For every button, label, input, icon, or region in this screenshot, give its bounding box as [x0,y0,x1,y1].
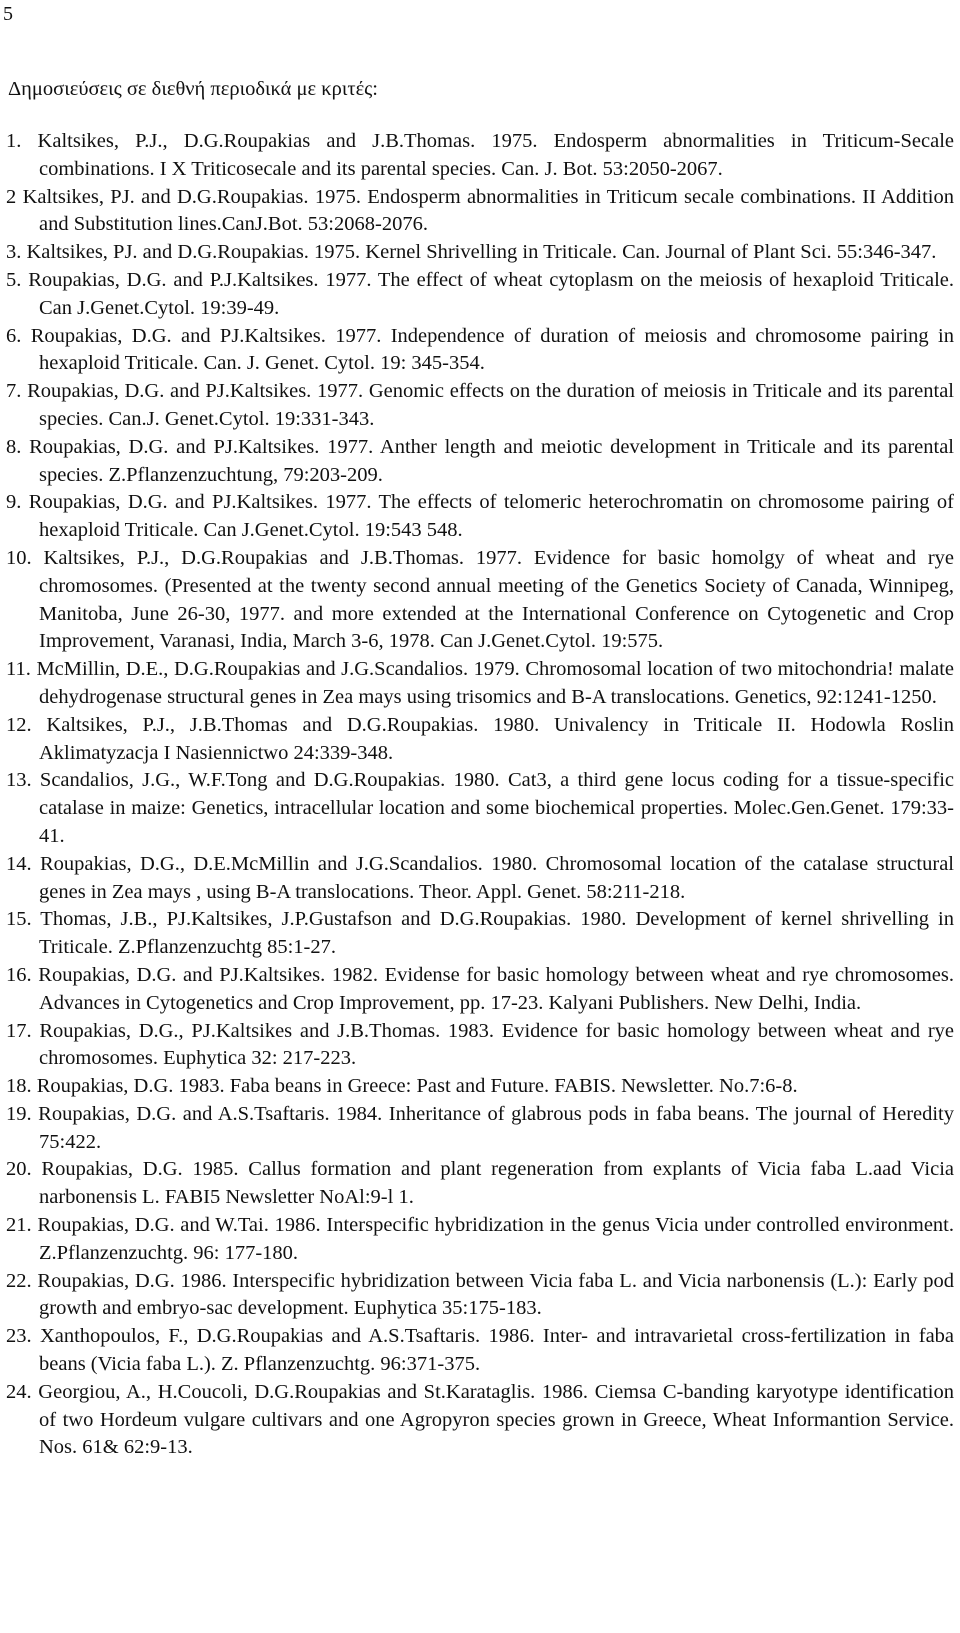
publication-number: 1. [6,130,22,152]
publication-number: 24. [6,1380,32,1403]
publication-citation: Roupakias, D.G. and PJ.Kaltsikes. 1977. Genomic effects on the duration of meiosis in Triticale and its parental species. Can.J. Genet.Cytol. 19:331-343. [27,380,954,430]
publication-item [6,434,954,490]
publication-citation: Roupakias, D.G. and PJ.Kaltsikes. 1977. The effects of telomeric heterochromatin on chromosome pairing of hexaploid Triticale. Can J.Genet.Cytol. 19:543 548. [28,491,955,542]
publication-number: 18. [6,1075,32,1098]
publication-citation: Roupakias, D.G. and PJ.Kaltsikes. 1977. Independence of duration of meiosis and chromosome pairing in hexaploid Triticale. Can. J. Genet. Cytol. 19: 345-354. [30,324,954,375]
publication-item [6,1101,954,1157]
publication-number: 10. [6,546,32,569]
publication-citation: McMillin, D.E., D.G.Roupakias and J.G.Scandalios. 1979. Chromosomal location of two mitochondria! malate dehydrogenase structural genes in Zea mays using trisomics and B-A translocations. Genetics, 92:1241-1250. [36,658,955,708]
publication-citation: Roupakias, D.G. and PJ.Kaltsikes. 1982. Evidense for basic homology between wheat and rye chromosomes. Advances in Cytogenetics and Crop Improvement, pp. 17-23. Kalyani Publishers. New Delhi, India. [38,963,955,1014]
section-heading: Δημοσιεύσεις σε διεθνή περιοδικά με κριτές: [8,78,378,100]
publication-item [6,239,954,267]
publication-citation: Roupakias, D.G. and P.J.Kaltsikes. 1977. The effect of wheat cytoplasm on the meiosis of hexaploid Triticale. Can J.Genet.Cytol. 19:39-49. [28,268,954,319]
publication-item [6,378,954,434]
publication-number: 12. [6,713,32,736]
publication-number: 23. [6,1325,32,1348]
publication-item [6,1073,954,1101]
publication-item [6,545,954,656]
publication-item [6,267,954,323]
publication-citation: Kaltsikes, P.J., D.G.Roupakias and J.B.Thomas. 1975. Endosperm abnormalities in Triticum-Secale combinations. I X Triticosecale and its parental species. Can. J. Bot. 53:2050-2067. [37,130,955,180]
publication-citation: Kaltsikes, PJ. and D.G.Roupakias. 1975. Endosperm abnormalities in Triticum secale combinations. II Addition and Substitution lines.CanJ.Bot. 53:2068-2076. [22,185,955,236]
publication-item [6,906,954,962]
publication-number: 3. [6,241,22,264]
publication-citation: Roupakias, D.G. 1983. Faba beans in Greece: Past and Future. FABIS. Newsletter. No.7:6-8. [36,1075,798,1098]
publication-item [6,1212,954,1268]
publication-item [6,489,954,545]
publication-citation: Roupakias, D.G. and A.S.Tsaftaris. 1984. Inheritance of glabrous pods in faba beans. The journal of Heredity 75:422. [38,1102,955,1153]
publication-item [6,1323,954,1379]
publication-number: 16. [6,963,32,986]
publication-citation: Scandalios, J.G., W.F.Tong and D.G.Roupakias. 1980. Cat3, a third gene locus coding for a tissue-specific catalase in maize: Genetics, intracellular location and some biochemical properties. Molec.Gen.Genet. 179:33-41. [39,769,954,847]
publication-number: 13. [6,769,32,792]
publication-list [6,128,954,1462]
publication-number: 2 [6,185,17,208]
publication-citation: Kaltsikes, P.J., D.G.Roupakias and J.B.Thomas. 1977. Evidence for basic homolgy of wheat and rye chromosomes. (Presented at the twenty second annual meeting of the Genetics Society of Canada, Winnipeg, Manitoba, June 26-30, 1977. and more extended at the International Conference on Cytogenetic and Crop Improvement, Varanasi, India, March 3-6, 1978. Can J.Genet.Cytol. 19:575. [39,546,955,653]
publication-number: 20. [6,1158,32,1181]
publication-number: 21. [6,1214,32,1237]
publication-number: 6. [6,324,22,347]
publication-citation: Georgiou, A., H.Coucoli, D.G.Roupakias and St.Karataglis. 1986. Ciemsa C-banding karyotype identification of two Hordeum vulgare cultivars and one Agropyron species grown in Greece, Wheat Informantion Service. Nos. 61& 62:9-13. [38,1380,955,1459]
page-number: 5 [3,3,13,25]
publication-citation: Roupakias, D.G. and PJ.Kaltsikes. 1977. Anther length and meiotic development in Triticale and its parental species. Z.Pflanzenzuchtung, 79:203-209. [29,435,955,486]
publication-item [6,184,954,240]
publication-item [6,656,954,712]
publication-item [6,712,954,768]
publication-item [6,767,954,850]
publication-number: 9. [6,491,22,514]
publication-item [6,1379,954,1462]
publication-number: 8. [6,435,22,458]
publication-item [6,1156,954,1212]
publication-citation: Roupakias, D.G. 1986. Interspecific hybridization between Vicia faba L. and Vicia narbonensis (L.): Early pod growth and embryo-sac development. Euphytica 35:175-183. [37,1269,955,1320]
publication-citation: Thomas, J.B., PJ.Kaltsikes, J.P.Gustafson and D.G.Roupakias. 1980. Development of kernel shrivelling in Triticale. Z.Pflanzenzuchtg 85:1-27. [39,908,954,959]
publication-number: 7. [6,380,22,403]
publication-citation: Kaltsikes, P.J., J.B.Thomas and D.G.Roupakias. 1980. Univalency in Triticale II. Hodowla Roslin Aklimatyzacja I Nasiennictwo 24:339-348. [39,713,955,764]
publication-citation: Kaltsikes, PJ. and D.G.Roupakias. 1975. Kernel Shrivelling in Triticale. Can. Journal of Plant Sci. 55:346-347. [26,241,937,264]
publication-citation: Roupakias, D.G., PJ.Kaltsikes and J.B.Thomas. 1983. Evidence for basic homology between wheat and rye chromosomes. Euphytica 32: 217-223. [39,1019,955,1070]
publication-item [6,1268,954,1324]
publication-number: 17. [6,1019,32,1042]
publication-item [6,323,954,379]
publication-item [6,851,954,907]
publication-number: 15. [6,908,32,931]
publication-item [6,962,954,1018]
publication-citation: Xanthopoulos, F., D.G.Roupakias and A.S.Tsaftaris. 1986. Inter- and intravarietal cross-fertilization in faba beans (Vicia faba L.). Z. Pflanzenzuchtg. 96:371-375. [39,1325,955,1376]
publication-number: 14. [6,852,32,875]
publication-citation: Roupakias, D.G. and W.Tai. 1986. Interspecific hybridization in the genus Vicia under controlled environment. Z.Pflanzenzuchtg. 96: 177-180. [37,1214,954,1264]
publication-item [6,1018,954,1074]
publication-number: 22. [6,1269,32,1292]
publication-number: 5. [6,268,22,291]
publication-number: 19. [6,1102,32,1125]
publication-citation: Roupakias, D.G., D.E.McMillin and J.G.Scandalios. 1980. Chromosomal location of the catalase structural genes in Zea mays , using B-A translocations. Theor. Appl. Genet. 58:211-218. [39,852,954,903]
publication-citation: Roupakias, D.G. 1985. Callus formation and plant regeneration from explants of Vicia faba L.aad Vicia narbonensis L. FABI5 Newsletter NoAl:9-l 1. [39,1158,955,1209]
publication-item [6,128,954,184]
publication-number: 11. [6,658,31,681]
